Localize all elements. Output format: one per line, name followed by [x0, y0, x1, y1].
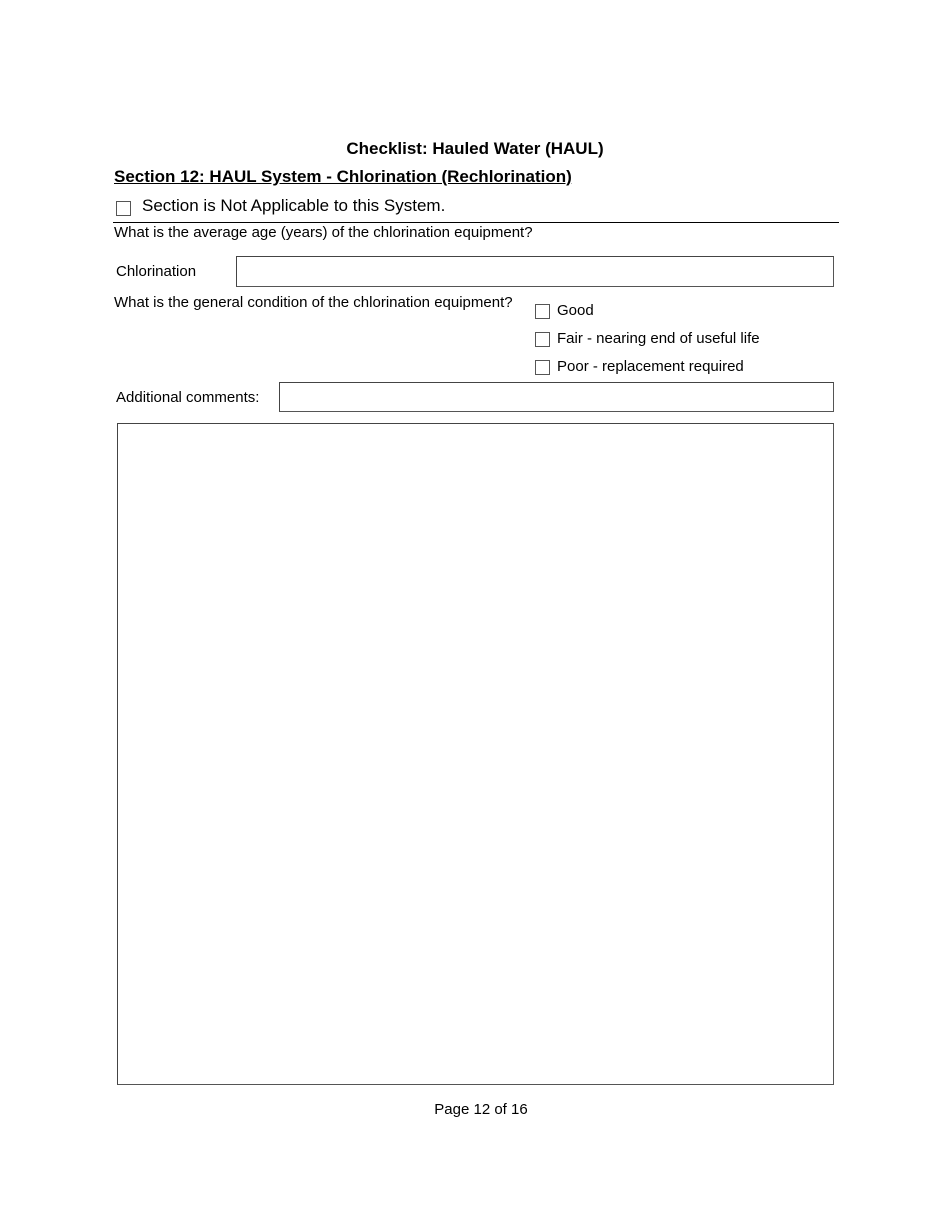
condition-question-text: What is the general condition of the chlorination equipment?	[114, 294, 513, 311]
section-heading: Section 12: HAUL System - Chlorination (Rechlorination)	[114, 167, 572, 186]
section-divider	[113, 222, 839, 223]
document-title: Checklist: Hauled Water (HAUL)	[346, 139, 604, 158]
chlorination-field-label: Chlorination	[116, 263, 197, 280]
condition-poor-label: Poor - replacement required	[557, 357, 744, 375]
condition-option-fair	[535, 324, 760, 352]
condition-option-good	[535, 296, 760, 324]
condition-options	[535, 296, 760, 380]
additional-comments-input[interactable]	[279, 382, 834, 412]
condition-fair-checkbox[interactable]	[535, 332, 550, 347]
condition-option-poor	[535, 352, 760, 380]
chlorination-age-input[interactable]	[236, 256, 834, 287]
additional-comments-label: Additional comments:	[116, 389, 260, 406]
not-applicable-label: Section is Not Applicable to this System.	[142, 195, 446, 215]
not-applicable-row	[116, 195, 445, 216]
not-applicable-checkbox[interactable]	[116, 201, 131, 216]
condition-good-label: Good	[557, 301, 594, 319]
page-number: Page 12 of 16	[434, 1101, 528, 1118]
condition-good-checkbox[interactable]	[535, 304, 550, 319]
age-question-text: What is the average age (years) of the chlorination equipment?	[114, 224, 533, 241]
comments-text-area[interactable]	[117, 423, 834, 1085]
condition-poor-checkbox[interactable]	[535, 360, 550, 375]
condition-fair-label: Fair - nearing end of useful life	[557, 329, 760, 347]
